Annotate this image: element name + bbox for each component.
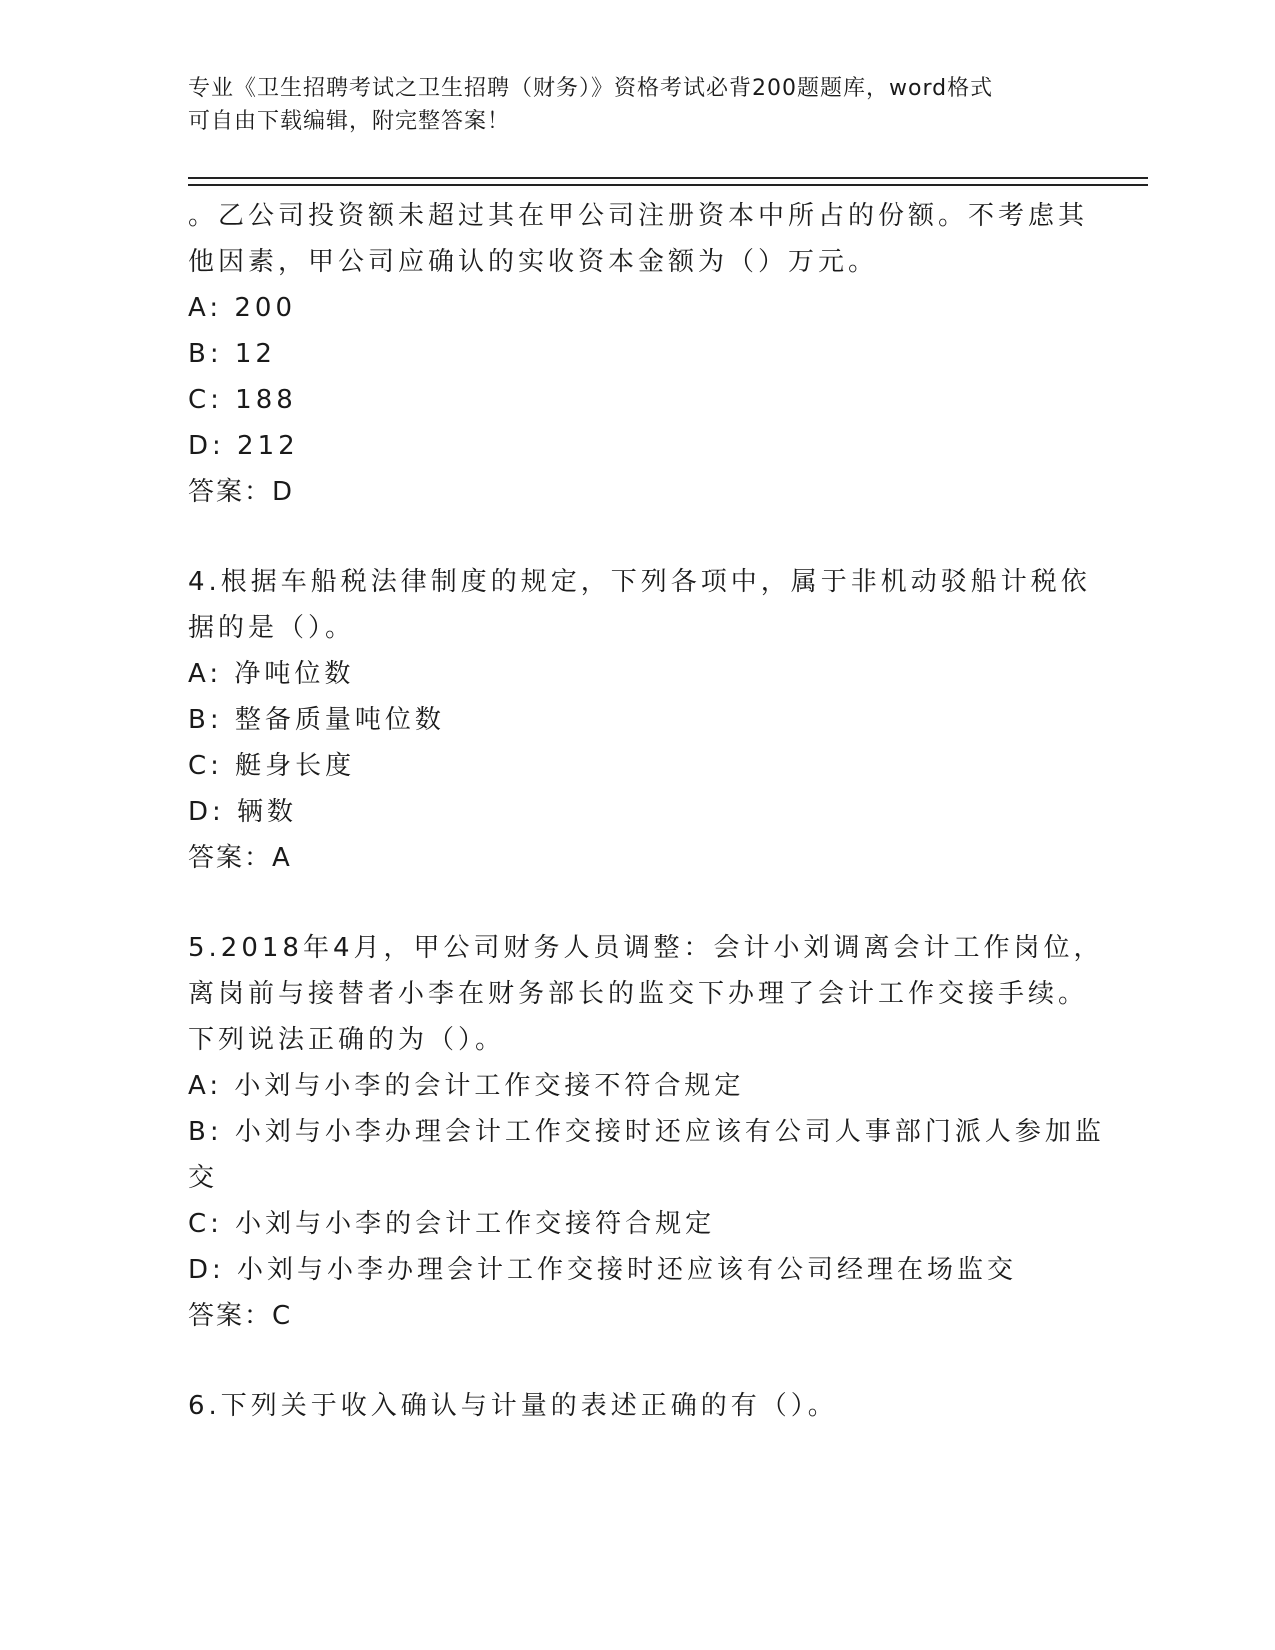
question-3-answer: 答案：D (188, 477, 295, 507)
question-5-stem-line-1: 5.2018年4月，甲公司财务人员调整：会计小刘调离会计工作岗位， (188, 933, 1104, 963)
question-4-stem-line-1: 4.根据车船税法律制度的规定，下列各项中，属于非机动驳船计税依 (188, 567, 1091, 597)
header-rule-top (188, 177, 1148, 179)
question-3-stem-line-1: 。乙公司投资额未超过其在甲公司注册资本中所占的份额。不考虑其 (188, 201, 1089, 231)
header-line-2: 可自由下载编辑，附完整答案！ (188, 109, 511, 134)
question-5-stem-line-2: 离岗前与接替者小李在财务部长的监交下办理了会计工作交接手续。 (188, 979, 1089, 1009)
question-spacer (188, 515, 1088, 559)
question-3-stem-line-2: 他因素，甲公司应确认的实收资本金额为（）万元。 (188, 247, 879, 277)
question-4-option-d: D: 辆数 (188, 797, 298, 827)
question-3-option-a: A: 200 (188, 293, 296, 323)
document-header (188, 72, 1068, 138)
question-3 (188, 193, 1088, 515)
header-line-1: 专业《卫生招聘考试之卫生招聘（财务）》资格考试必背200题题库，word格式 (188, 76, 994, 101)
question-3-option-c: C: 188 (188, 385, 297, 415)
question-6 (188, 1383, 1088, 1429)
question-spacer (188, 1339, 1088, 1383)
question-4-option-b: B: 整备质量吨位数 (188, 705, 445, 735)
question-5-option-b-line-2: 交 (188, 1163, 219, 1193)
question-5 (188, 925, 1105, 1339)
question-4-stem-line-2: 据的是（）。 (188, 613, 356, 643)
question-5-stem-line-3: 下列说法正确的为（）。 (188, 1025, 506, 1055)
question-5-option-a: A: 小刘与小李的会计工作交接不符合规定 (188, 1071, 745, 1101)
question-5-option-b-line-1: B: 小刘与小李办理会计工作交接时还应该有公司人事部门派人参加监 (188, 1117, 1105, 1147)
question-4-option-a: A: 净吨位数 (188, 659, 355, 689)
question-5-option-c: C: 小刘与小李的会计工作交接符合规定 (188, 1209, 716, 1239)
question-spacer (188, 881, 1088, 925)
question-4-answer: 答案：A (188, 843, 292, 873)
header-rule-bottom (188, 184, 1148, 186)
question-6-stem-line-1: 6.下列关于收入确认与计量的表述正确的有（）。 (188, 1391, 838, 1421)
question-3-option-b: B: 12 (188, 339, 276, 369)
document-body (188, 193, 1105, 1429)
question-3-option-d: D: 212 (188, 431, 299, 461)
question-4 (188, 559, 1091, 881)
question-5-answer: 答案：C (188, 1301, 293, 1331)
question-4-option-c: C: 艇身长度 (188, 751, 356, 781)
question-5-option-d: D: 小刘与小李办理会计工作交接时还应该有公司经理在场监交 (188, 1255, 1018, 1285)
